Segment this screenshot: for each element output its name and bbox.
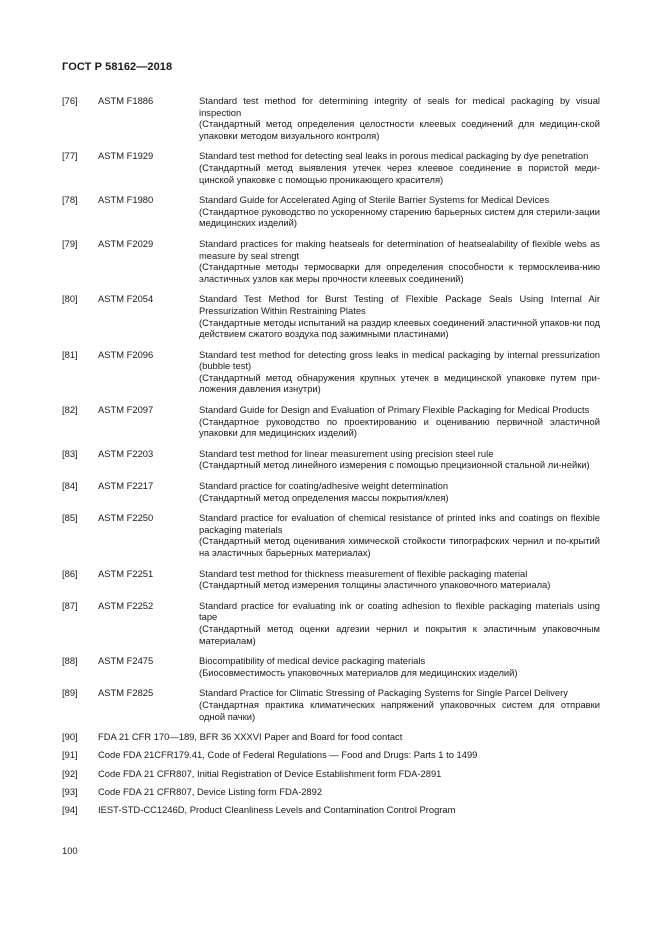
reference-number: [81] bbox=[62, 348, 78, 360]
reference-entry bbox=[62, 512, 600, 558]
reference-title-ru: (Стандартные методы испытаний на раздир клеевых соединений эластичной упаков-ки под действием сжатого воздуха под зажимными пластинами) bbox=[199, 316, 600, 340]
reference-code: ASTM F2825 bbox=[98, 687, 154, 699]
reference-entry bbox=[62, 687, 600, 722]
reference-text: IEST-STD-CC1246D, Product Cleanliness Levels and Contamination Control Program bbox=[98, 803, 456, 815]
reference-entry bbox=[62, 150, 600, 185]
reference-title-en: Standard Practice for Climatic Stressing of Packaging Systems for Single Parcel Delivery bbox=[199, 687, 568, 699]
reference-number: [83] bbox=[62, 447, 78, 459]
reference-title-en: Standard test method for thickness measurement of flexible packaging material bbox=[199, 567, 528, 579]
reference-title-ru: (Стандартный метод оценивания химической стойкости типографских чернил и по-крытий на эластичных барьерных материалах) bbox=[199, 535, 600, 558]
reference-code: ASTM F2029 bbox=[98, 237, 154, 249]
reference-entry bbox=[62, 568, 600, 591]
reference-number: [79] bbox=[62, 237, 78, 249]
reference-number: [84] bbox=[62, 480, 78, 492]
reference-entry bbox=[62, 786, 600, 798]
reference-number: [92] bbox=[62, 767, 78, 779]
reference-entry bbox=[62, 731, 600, 743]
page-number: 100 bbox=[62, 845, 78, 856]
reference-entry bbox=[62, 480, 600, 503]
reference-entry bbox=[62, 194, 600, 229]
reference-text: Code FDA 21CFR179.41, Code of Federal Regulations — Food and Drugs: Parts 1 to 1499 bbox=[98, 749, 478, 761]
reference-title-ru: (Стандартный метод выявления утечек через клеевое соединение в пористой меди-цинской упаковке с помощью проникающего красителя) bbox=[199, 161, 600, 185]
reference-number: [82] bbox=[62, 404, 78, 416]
reference-title-ru: (Стандартный метод линейного измерения с помощью прецизионной стальной ли-нейки) bbox=[199, 459, 590, 471]
reference-number: [94] bbox=[62, 803, 78, 815]
reference-text: FDA 21 CFR 170—189, BFR 36 XXXVI Paper and Board for food contact bbox=[98, 731, 403, 743]
reference-title-ru: (Стандартный метод обнаружения крупных утечек в медицинской упаковке путем при-ложения давления изнутри) bbox=[199, 371, 600, 395]
reference-code: ASTM F1980 bbox=[98, 194, 154, 206]
reference-entry bbox=[62, 600, 600, 646]
reference-entry bbox=[62, 404, 600, 439]
reference-title-en: Standard test method for determining integrity of seals for medical packaging by visual inspection bbox=[199, 95, 600, 118]
reference-number: [80] bbox=[62, 293, 78, 305]
reference-title-ru: (Стандартная практика климатических напряжений упаковочных систем для отправки одной пачки) bbox=[199, 698, 600, 722]
reference-text: Code FDA 21 CFR807, Initial Registration of Device Establishment form FDA-2891 bbox=[98, 767, 442, 779]
reference-entry bbox=[62, 804, 600, 816]
reference-number: [78] bbox=[62, 194, 78, 206]
reference-number: [89] bbox=[62, 687, 78, 699]
reference-entry bbox=[62, 768, 600, 780]
reference-code: ASTM F2096 bbox=[98, 348, 154, 360]
page-header-standard-id: ГОСТ Р 58162—2018 bbox=[62, 61, 173, 73]
bibliography-list bbox=[62, 95, 600, 822]
reference-title-ru: (Стандартный метод определения целостности клеевых соединений для медицин-ской упаковки методом визуального контроля) bbox=[199, 118, 600, 141]
reference-title-en: Biocompatibility of medical device packaging materials bbox=[199, 655, 426, 667]
reference-title-ru: (Стандартный метод оценки адгезии чернил и покрытия к эластичным упаковочным материалам) bbox=[199, 622, 600, 646]
reference-number: [86] bbox=[62, 567, 78, 579]
reference-code: ASTM F2217 bbox=[98, 480, 154, 492]
reference-title-en: Standard Guide for Accelerated Aging of Sterile Barrier Systems for Medical Devices bbox=[199, 194, 550, 206]
reference-title-ru: (Стандартное руководство по проектированию и оцениванию первичной эластичной упаковки для медицинских изделий) bbox=[199, 415, 600, 439]
reference-title-en: Standard test method for detecting gross leaks in medical packaging by internal pressurization (bubble test) bbox=[199, 348, 600, 372]
reference-number: [90] bbox=[62, 731, 78, 743]
reference-number: [77] bbox=[62, 150, 78, 162]
reference-code: ASTM F2203 bbox=[98, 447, 154, 459]
reference-code: ASTM F2251 bbox=[98, 567, 154, 579]
reference-title-en: Standard practice for coating/adhesive weight determination bbox=[199, 480, 449, 492]
reference-number: [91] bbox=[62, 749, 78, 761]
reference-code: ASTM F2252 bbox=[98, 599, 154, 611]
reference-title-en: Standard practices for making heatseals for determination of heatsealability of flexible webs as measure by seal strengt bbox=[199, 237, 600, 261]
reference-number: [88] bbox=[62, 655, 78, 667]
reference-number: [93] bbox=[62, 785, 78, 797]
reference-code: ASTM F1886 bbox=[98, 95, 154, 106]
reference-entry bbox=[62, 448, 600, 471]
reference-entry bbox=[62, 349, 600, 395]
reference-entry bbox=[62, 238, 600, 284]
reference-entry bbox=[62, 749, 600, 761]
reference-title-ru: (Стандартный метод определения массы покрытия/клея) bbox=[199, 491, 449, 503]
reference-title-en: Standard Guide for Design and Evaluation of Primary Flexible Packaging for Medical Products bbox=[199, 404, 590, 416]
reference-title-en: Standard test method for detecting seal leaks in porous medical packaging by dye penetration bbox=[199, 150, 589, 162]
reference-title-en: Standard practice for evaluating ink or coating adhesion to flexible packaging materials using tape bbox=[199, 599, 600, 623]
reference-title-ru: (Стандартный метод измерения толщины эластичного упаковочного материала) bbox=[199, 579, 551, 591]
reference-title-en: Standard test method for linear measurement using precision steel rule bbox=[199, 447, 494, 459]
reference-title-ru: (Стандартные методы термосварки для определения способности к термосклеива-нию эластичных узлов как меры прочности клеевых соединений) bbox=[199, 261, 600, 284]
reference-entry bbox=[62, 293, 600, 339]
reference-code: ASTM F2097 bbox=[98, 404, 154, 416]
reference-text: Code FDA 21 CFR807, Device Listing form FDA-2892 bbox=[98, 785, 323, 797]
reference-title-en: Standard Test Method for Burst Testing of Flexible Package Seals Using Internal Air Pressurization Within Restraining Plates bbox=[199, 293, 600, 316]
reference-entry bbox=[62, 95, 600, 141]
reference-number: [85] bbox=[62, 512, 78, 524]
reference-code: ASTM F2250 bbox=[98, 512, 154, 524]
reference-title-ru: (Биосовместимость упаковочных материалов для медицинских изделий) bbox=[199, 666, 518, 678]
reference-number: [76] bbox=[62, 95, 78, 106]
reference-title-ru: (Стандартное руководство по ускоренному старению барьерных систем для стерили-зации медицинских изделий) bbox=[199, 205, 600, 229]
reference-entry bbox=[62, 655, 600, 678]
reference-number: [87] bbox=[62, 599, 78, 611]
reference-title-en: Standard practice for evaluation of chemical resistance of printed inks and coatings on flexible packaging materials bbox=[199, 512, 600, 535]
reference-code: ASTM F2475 bbox=[98, 655, 154, 667]
reference-code: ASTM F1929 bbox=[98, 150, 154, 162]
reference-code: ASTM F2054 bbox=[98, 293, 154, 305]
